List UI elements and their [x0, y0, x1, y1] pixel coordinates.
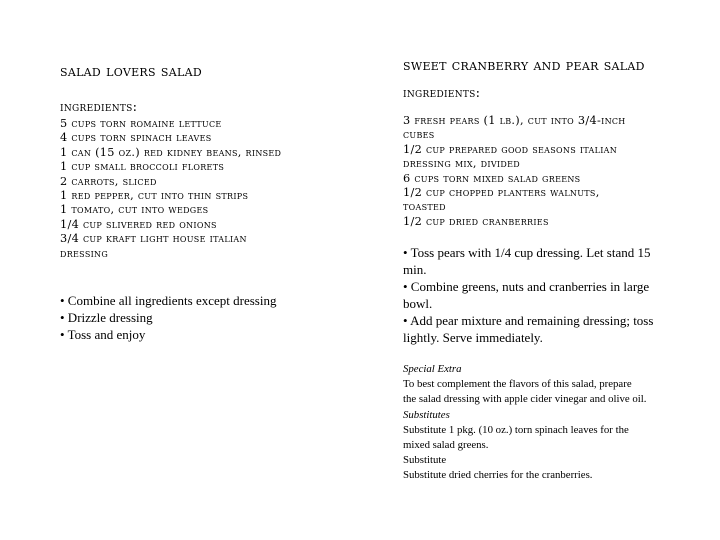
ingredient-item: 1 tomato, cut into wedges	[60, 203, 209, 217]
substitutes-heading: Substitutes	[403, 408, 450, 421]
recipe-title: salad lovers salad	[60, 62, 202, 80]
ingredient-item: cubes	[403, 128, 435, 142]
direction-step: • Toss pears with 1/4 cup dressing. Let stand 15	[403, 245, 651, 260]
ingredients-heading: ingredients:	[60, 100, 138, 115]
direction-step: • Add pear mixture and remaining dressing; toss	[403, 313, 654, 328]
note-line: Substitute	[403, 454, 447, 467]
note-line: mixed salad greens.	[403, 439, 489, 452]
ingredient-item: 4 cups torn spinach leaves	[60, 131, 212, 145]
ingredient-item: 3 fresh pears (1 lb.), cut into 3/4-inch	[403, 114, 626, 127]
ingredient-item: 1/2 cup dried cranberries	[403, 214, 549, 228]
directions-list	[60, 292, 276, 343]
ingredient-item: 6 cups torn mixed salad greens	[403, 171, 581, 185]
note-line: Substitute dried cherries for the cranberries.	[403, 469, 593, 482]
ingredient-list	[60, 117, 281, 261]
ingredient-list	[403, 114, 626, 229]
special-extra-heading: Special Extra	[403, 363, 462, 375]
ingredient-item: 1 red pepper, cut into thin strips	[60, 189, 249, 203]
direction-step: • Combine all ingredients except dressing	[60, 293, 277, 308]
ingredient-item: 1/2 cup prepared good seasons italian	[403, 142, 618, 156]
direction-step: • Toss and enjoy	[60, 327, 146, 342]
ingredient-item: toasted	[403, 200, 446, 214]
ingredient-item: 1 cup small broccoli florets	[60, 160, 225, 174]
note-line: To best complement the flavors of this salad, prepare	[403, 378, 632, 391]
direction-step: min.	[403, 262, 427, 277]
direction-step: • Drizzle dressing	[60, 310, 153, 325]
directions-list	[403, 244, 653, 346]
note-line: the salad dressing with apple cider vinegar and olive oil.	[403, 393, 647, 406]
ingredient-item: dressing mix, divided	[403, 157, 520, 171]
ingredient-item: 2 carrots, sliced	[60, 174, 157, 188]
ingredient-item: 1/4 cup slivered red onions	[60, 217, 217, 231]
direction-step: lightly. Serve immediately.	[403, 330, 543, 345]
ingredient-item: 3/4 cup kraft light house italian	[60, 232, 247, 246]
ingredient-item: 1/2 cup chopped planters walnuts,	[403, 186, 600, 200]
direction-step: • Combine greens, nuts and cranberries in large	[403, 279, 650, 294]
ingredients-heading: ingredients:	[403, 86, 481, 101]
ingredient-item: 1 can (15 oz.) red kidney beans, rinsed	[60, 145, 282, 159]
recipe-title: sweet cranberry and pear salad	[403, 56, 645, 74]
direction-step: bowl.	[403, 296, 433, 311]
ingredient-item: dressing	[60, 246, 109, 260]
special-extra-notes	[403, 362, 646, 484]
ingredient-item: 5 cups torn romaine lettuce	[60, 117, 222, 130]
note-line: Substitute 1 pkg. (10 oz.) torn spinach leaves for the	[403, 423, 629, 436]
